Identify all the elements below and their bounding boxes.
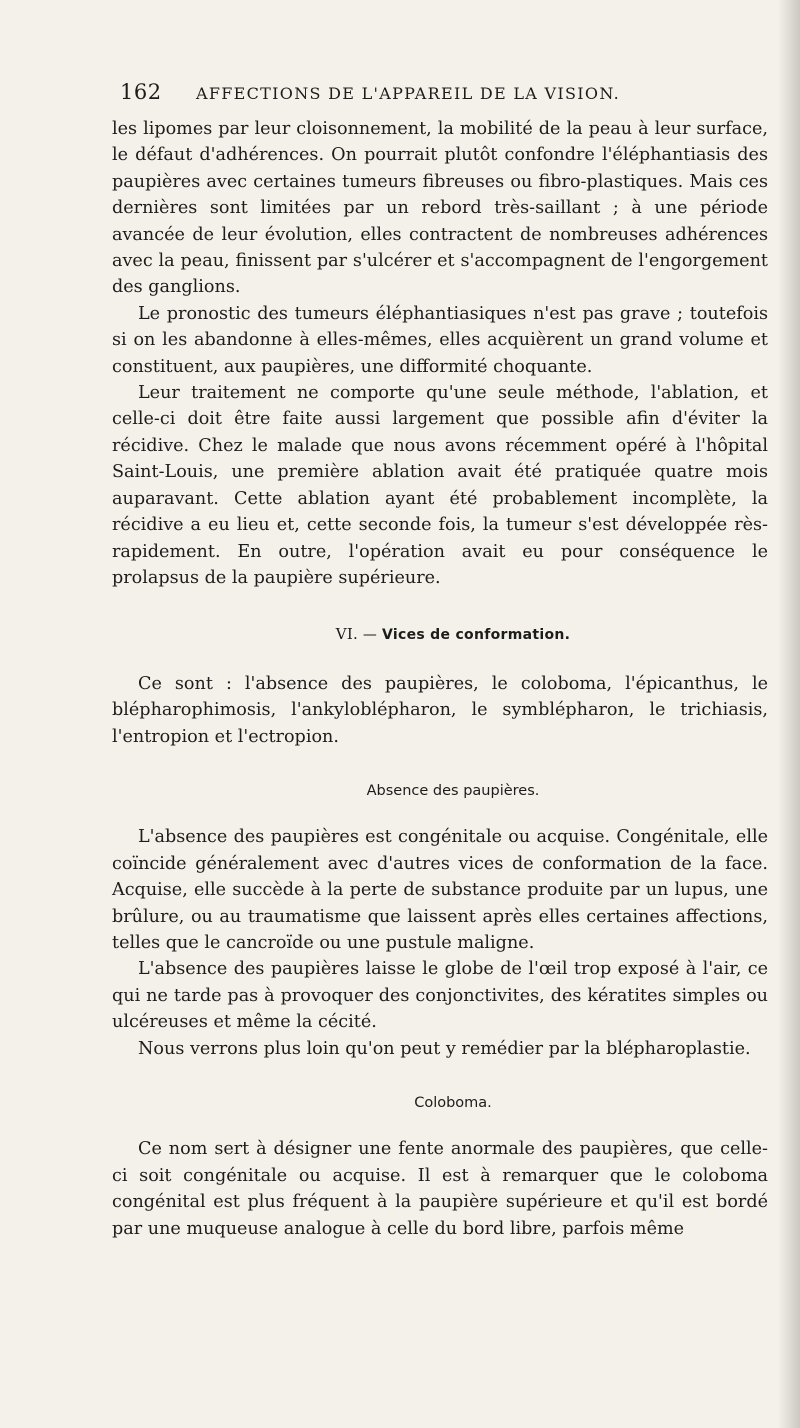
paragraph: L'absence des paupières est congénitale ou acquise. Congénitale, elle coïncide généralement avec d'autres vices de conformation de la face. Acquise, elle succède à la perte de substance produite par un lupus, une brûlure, ou au traumatisme que laissent après elles certaines affections, telles que le cancroïde ou une pustule maligne. (112, 827, 768, 953)
page-header (120, 80, 760, 106)
paragraph: les lipomes par leur cloisonnement, la mobilité de la peau à leur surface, le défaut d'adhérences. On pourrait plutôt confondre l'éléphantiasis des paupières avec certaines tumeurs fibreuses ou fibro-plastiques. Mais ces dernières sont limitées par un rebord très-saillant ; à une période avancée de leur évolution, elles contractent de nombreuses adhérences avec la peau, finissent par s'ulcérer et s'accompagnent de l'engorgement des ganglions. (112, 119, 768, 298)
subsection-title-absence: Absence des paupières. (366, 782, 540, 799)
section-number: VI. (335, 625, 359, 644)
subsection-title-coloboma: Coloboma. (414, 1095, 492, 1111)
paragraph: Nous verrons plus loin qu'on peut y remédier par la blépharoplastie. (138, 1038, 751, 1059)
page-number: 162 (120, 80, 162, 104)
paragraph: Leur traitement ne comporte qu'une seule méthode, l'ablation, et celle-ci doit être faite aussi largement que possible afin d'éviter la récidive. Chez le malade que nous avons récemment opéré à l'hôpital Saint-Louis, une première ablation avait été pratiquée quatre mois auparavant. Cette ablation ayant été probablement incomplète, la récidive a eu lieu et, cette seconde fois, la tumeur s'est développée rès-rapidement. En outre, l'opération avait eu pour conséquence le prolapsus de la paupière supérieure. (112, 383, 768, 588)
page-edge-shadow (778, 0, 800, 1428)
running-head: AFFECTIONS DE L'APPAREIL DE LA VISION. (196, 84, 620, 103)
section-heading (112, 621, 768, 648)
paragraph: Le pronostic des tumeurs éléphantiasiques n'est pas grave ; toutefois si on les abandonne à elles-mêmes, elles acquièrent un grand volume et constituent, aux paupières, une difformité choquante. (112, 303, 768, 377)
section-intro: Ce sont : l'absence des paupières, le coloboma, l'épicanthus, le blépharophimosis, l'ankyloblépharon, le symblépharon, le trichiasis, l'entropion et l'ectropion. (112, 673, 768, 747)
paragraph: Ce nom sert à désigner une fente anormale des paupières, que celle-ci soit congénitale ou acquise. Il est à remarquer que le coloboma congénital est plus fréquent à la paupière supérieure et qu'il est bordé par une muqueuse analogue à celle du bord libre, parfois même (112, 1139, 768, 1239)
body-text (112, 116, 768, 1242)
section-title: Vices de conformation. (381, 627, 571, 644)
paragraph: L'absence des paupières laisse le globe de l'œil trop exposé à l'air, ce qui ne tarde pas à provoquer des conjonctivites, des kératites simples ou ulcéreuses et même la cécité. (112, 959, 768, 1033)
section-dash: — (362, 627, 378, 644)
